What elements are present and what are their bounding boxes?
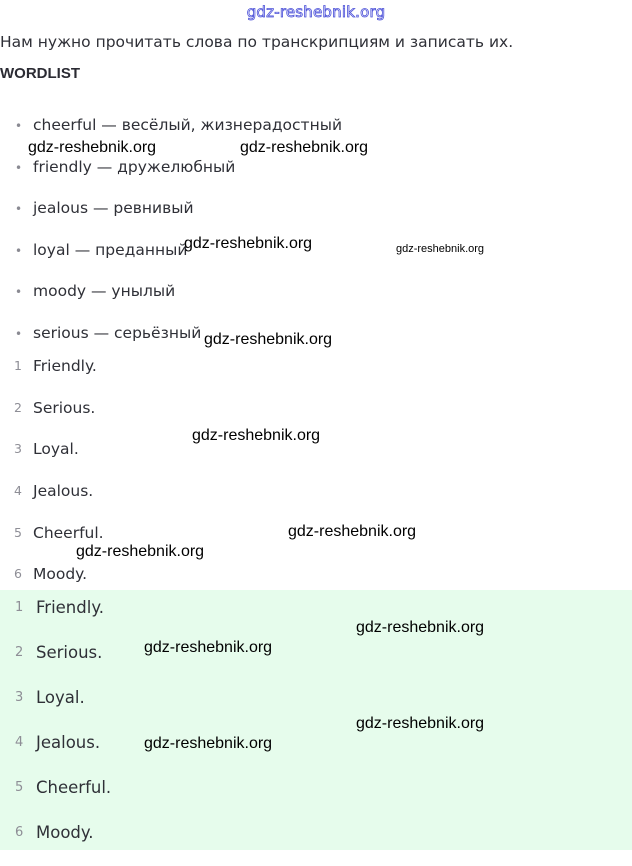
answer-item bbox=[0, 438, 104, 480]
word-entry: loyal — преданный bbox=[33, 240, 188, 259]
watermark: gdz-reshebnik.org bbox=[192, 427, 321, 444]
answer-item bbox=[0, 596, 111, 641]
watermark: gdz-reshebnik.org bbox=[356, 715, 485, 732]
watermark: gdz-reshebnik.org bbox=[356, 619, 485, 636]
bullet-icon: • bbox=[15, 119, 23, 133]
watermark: gdz-reshebnik.org bbox=[184, 235, 313, 252]
answer-text: Friendly. bbox=[36, 598, 104, 617]
site-header-logo: gdz-reshebnik.org bbox=[246, 3, 386, 21]
wordlist-heading: WORDLIST bbox=[0, 65, 80, 82]
watermark: gdz-reshebnik.org bbox=[144, 639, 273, 656]
item-number: 5 bbox=[14, 524, 22, 540]
answer-text: Jealous. bbox=[36, 733, 101, 752]
watermark: gdz-reshebnik.org bbox=[288, 523, 417, 540]
item-number: 4 bbox=[14, 483, 22, 499]
bullet-icon: • bbox=[15, 202, 23, 217]
answer-text: Serious. bbox=[33, 398, 96, 417]
answer-text: Serious. bbox=[36, 643, 103, 662]
item-number: 4 bbox=[15, 735, 24, 750]
answer-text: Friendly. bbox=[33, 357, 97, 375]
answer-item bbox=[0, 355, 104, 397]
answer-item bbox=[0, 731, 111, 776]
item-number: 2 bbox=[15, 645, 24, 660]
bullet-icon: • bbox=[15, 326, 23, 341]
answer-list bbox=[0, 355, 104, 605]
answer-text: Jealous. bbox=[33, 482, 94, 501]
watermark: gdz-reshebnik.org bbox=[204, 331, 333, 348]
answer-text: Moody. bbox=[33, 565, 88, 584]
answer-text: Loyal. bbox=[33, 440, 79, 459]
list-item bbox=[0, 197, 342, 239]
watermark: gdz-reshebnik.org bbox=[396, 243, 485, 255]
list-item bbox=[0, 280, 342, 322]
word-entry: moody — унылый bbox=[33, 282, 176, 301]
item-number: 2 bbox=[14, 399, 22, 415]
word-entry: jealous — ревнивый bbox=[33, 199, 194, 218]
watermark: gdz-reshebnik.org bbox=[76, 543, 205, 560]
answer-text: Loyal. bbox=[36, 688, 85, 707]
item-number: 6 bbox=[14, 566, 22, 582]
item-number: 5 bbox=[15, 780, 24, 795]
answer-item bbox=[0, 776, 111, 821]
item-number: 1 bbox=[15, 600, 24, 615]
answer-item bbox=[0, 480, 104, 522]
watermark: gdz-reshebnik.org bbox=[144, 735, 273, 752]
bullet-icon: • bbox=[15, 243, 23, 258]
answer-item bbox=[0, 397, 104, 439]
word-entry: cheerful — весёлый, жизнерадостный bbox=[33, 116, 343, 134]
answer-item bbox=[0, 641, 111, 686]
answer-item bbox=[0, 821, 111, 866]
bullet-icon: • bbox=[15, 160, 23, 175]
answer-text: Moody. bbox=[36, 823, 94, 842]
item-number: 1 bbox=[14, 358, 22, 373]
answer-text: Cheerful. bbox=[33, 523, 104, 542]
list-item bbox=[0, 156, 342, 198]
item-number: 3 bbox=[15, 690, 24, 705]
answer-box-list bbox=[0, 596, 111, 866]
bullet-icon: • bbox=[15, 285, 23, 300]
intro-text: Нам нужно прочитать слова по транскрипциям и записать их. bbox=[0, 33, 514, 51]
answer-item bbox=[0, 686, 111, 731]
watermark: gdz-reshebnik.org bbox=[28, 139, 157, 156]
watermark: gdz-reshebnik.org bbox=[240, 139, 369, 156]
word-entry: serious — серьёзный bbox=[33, 323, 202, 342]
answer-text: Cheerful. bbox=[36, 778, 112, 797]
answer-box bbox=[0, 590, 632, 850]
word-entry: friendly — дружелюбный bbox=[33, 157, 236, 176]
item-number: 6 bbox=[15, 825, 24, 840]
item-number: 3 bbox=[14, 441, 22, 457]
